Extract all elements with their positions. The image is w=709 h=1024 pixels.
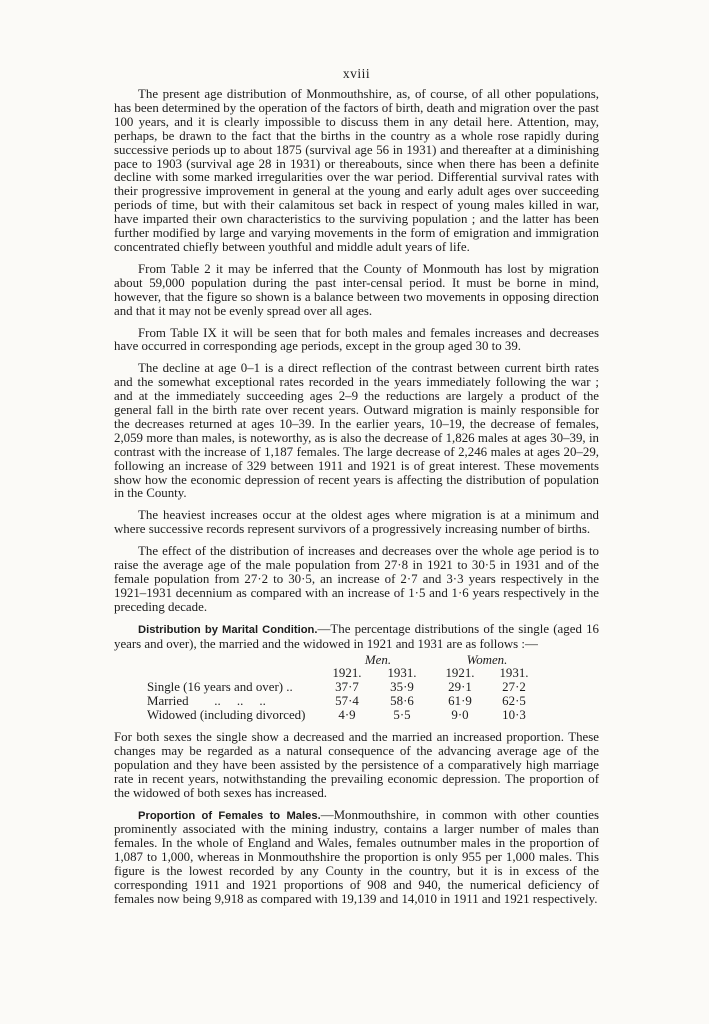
table-cell: 4·9 <box>338 708 356 723</box>
table-row <box>114 709 599 723</box>
paragraph-age-distribution: The present age distribution of Monmouthshire, as, of course, of all other populations, has been determined by the operation of the factors of birth, death and migration over the past 100 years, and it is clearly impossible to discuss them in any detail here. Attention, may, perhaps, be drawn to the fact that the births in the country as a whole rose rapidly during successive periods up to about 1875 (survival age 56 in 1931) and thereafter at a diminishing pace to 1903 (survival age 28 in 1931) or thereabouts, since when there has been a definite decline with some marked irregularities over the war period. Differential survival rates with their progressive improvement in general at the young and early adult ages over succeeding periods of time, but with their calamitous set back in respect of young males killed in war, have imparted their own characteristics to the surviving population ; and the latter has been further modified by large and varying movements in the form of emigration and immigration concentrated chiefly between youthful and middle adult years of life. <box>114 87 599 254</box>
year-header: 1931. <box>499 666 529 681</box>
proportion-text: —Monmouthshire, in common with other counties prominently associated with the mining industry, contains a larger number of males than females. In the whole of England and Wales, females outnumber males in the proportion of 1,087 to 1,000, whereas in Monmouthshire the proportion is only 955 per 1,000 males. This figure is the lowest recorded by any County in the country, but it is in excess of the corresponding 1911 and 1921 proportions of 908 and 940, the numerical deficiency of females now being 9,918 as compared with 19,139 and 14,010 in 1911 and 1921 respectively. <box>114 807 599 906</box>
table-cell: 37·7 <box>335 680 359 695</box>
year-header: 1931. <box>387 666 417 681</box>
table-row <box>114 695 599 709</box>
paragraph-both-sexes: For both sexes the single show a decreased and the married an increased proportion. These changes may be regarded as a natural consequence of the advancing average age of the population and they have been assisted by the persistence of a comparatively high marriage rate in recent years, notwithstanding the prevailing economic depression. The proportion of the widowed of both sexes has increased. <box>114 729 599 800</box>
table-year-header <box>114 667 599 681</box>
year-header: 1921. <box>332 666 362 681</box>
table-cell: 58·6 <box>390 694 414 709</box>
paragraph-heaviest-increases: The heaviest increases occur at the oldest ages where migration is at a minimum and where successive records represent survivors of a progressively increasing number of births. <box>114 508 599 537</box>
table-cell: 61·9 <box>448 694 472 709</box>
group-women: Women. <box>466 652 508 667</box>
table-cell: 29·1 <box>448 680 472 695</box>
table-cell: 27·2 <box>502 680 526 695</box>
section-heading-marital: Distribution by Marital Condition. <box>138 623 318 636</box>
table-row <box>114 681 599 695</box>
paragraph-proportion-females <box>114 809 599 907</box>
table-cell: 5·5 <box>393 708 411 723</box>
paragraph-table-ix: From Table IX it will be seen that for both males and females increases and decreases have occurred in corresponding age periods, except in the group aged 30 to 39. <box>114 325 599 354</box>
group-men: Men. <box>364 652 392 667</box>
section-heading-proportion: Proportion of Females to Males. <box>138 809 321 822</box>
row-label: Single (16 years and over) .. <box>147 680 293 695</box>
paragraph-average-age: The effect of the distribution of increases and decreases over the whole age period is to raise the average age of the male population from 27·8 in 1921 to 30·5 in 1931 and of the female population from 27·2 to 30·5, an increase of 2·7 and 3·3 years respectively in the 1921–1931 decennium as compared with an increase of 1·5 and 1·6 years respectively in the preceding decade. <box>114 544 599 614</box>
marital-table <box>114 654 599 723</box>
table-cell: 35·9 <box>390 680 414 695</box>
marital-intro-text: —The percentage distributions of the single (aged 16 years and over), the married and the widowed in 1921 and 1931 are as follows :— <box>114 621 599 651</box>
paragraph-decline: The decline at age 0–1 is a direct reflection of the contrast between current birth rates and the somewhat exceptional rates recorded in the years immediately following the war ; and at the immediately succeeding ages 2–9 the reductions are largely a product of the general fall in the birth rate over recent years. Outward migration is mainly responsible for the decreases returned at ages 10–39. In the earlier years, 10–19, the decrease of females, 2,059 more than males, is noteworthy, as is also the decrease of 1,826 males at ages 30–39, in contrast with the increase of 1,187 females. The large decrease of 2,246 males at ages 20–29, following an increase of 329 between 1911 and 1921 is of great interest. These movements show how the economic depression of recent years is affecting the distribution of population in the County. <box>114 361 599 501</box>
table-cell: 9·0 <box>451 708 469 723</box>
paragraph-migration: From Table 2 it may be inferred that the County of Monmouth has lost by migration about 59,000 population during the past inter-censal period. It must be borne in mind, however, that the figure so shown is a balance between two movements in opposing direction and that it may not be evenly spread over all ages. <box>114 261 599 318</box>
table-group-header <box>114 654 599 668</box>
table-cell: 57·4 <box>335 694 359 709</box>
row-label: Widowed (including divorced) <box>147 708 306 723</box>
page-number: xviii <box>342 66 371 81</box>
paragraph-marital-condition <box>114 623 599 652</box>
year-header: 1921. <box>445 666 475 681</box>
row-label: Married .. .. .. <box>147 694 266 709</box>
table-cell: 10·3 <box>502 708 526 723</box>
table-cell: 62·5 <box>502 694 526 709</box>
